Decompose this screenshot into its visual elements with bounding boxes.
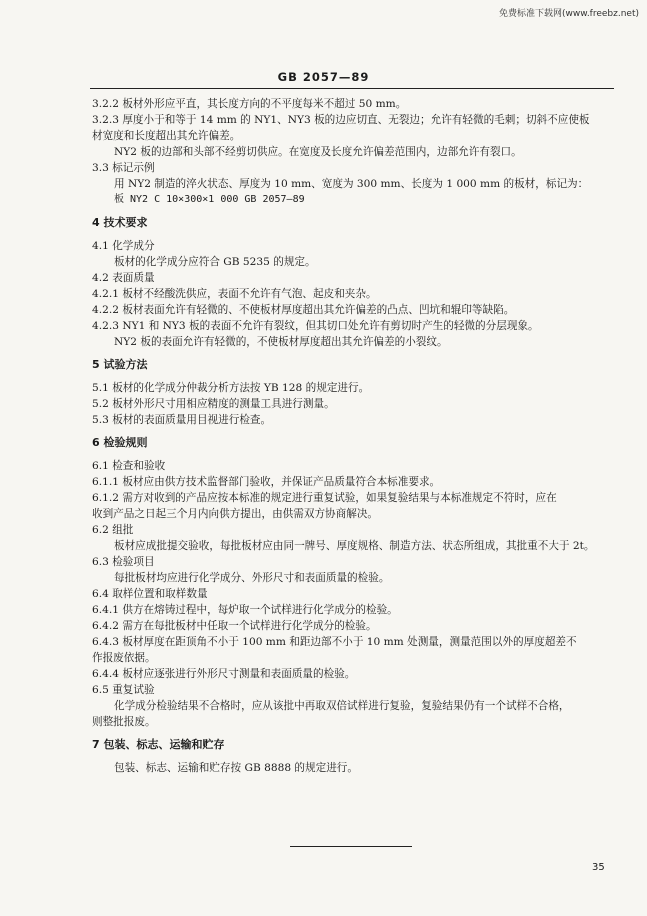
clause-4-2-2: 4.2.2 板材表面允许有轻微的、不使板材厚度超出其允许偏差的凸点、凹坑和辊印等缺陷。 — [92, 304, 515, 316]
clause-6-4: 6.4 取样位置和取样数量 — [92, 588, 208, 600]
clause-6-1-1: 6.1.1 板材应由供方技术监督部门验收，并保证产品质量符合本标准要求。 — [92, 476, 441, 488]
clause-6-4-1: 6.4.1 供方在熔铸过程中，每炉取一个试样进行化学成分的检验。 — [92, 604, 398, 616]
section-6-heading: 6 检验规则 — [92, 436, 148, 449]
clause-6-5-body: 化学成分检验结果不合格时，应从该批中再取双倍试样进行复验，复验结果仍有一个试样不合格， — [114, 700, 570, 712]
clause-3-2-3: 3.2.3 厚度小于和等于 14 mm 的 NY1、NY3 板的边应切直、无裂边；允许有轻微的毛刺；切斜不应使板 — [92, 114, 590, 126]
clause-ny2-edges: NY2 板的边部和头部不经剪切供应。在宽度及长度允许偏差范围内，边部允许有裂口。 — [114, 146, 522, 158]
document-body — [92, 96, 614, 776]
clause-6-4-4: 6.4.4 板材应逐张进行外形尺寸测量和表面质量的检验。 — [92, 668, 356, 680]
clause-5-3: 5.3 板材的表面质量用目视进行检查。 — [92, 414, 272, 426]
clause-6-1-2-cont: 收到产品之日起三个月内向供方提出，由供需双方协商解决。 — [92, 508, 379, 520]
clause-4-2: 4.2 表面质量 — [92, 272, 155, 284]
section-5-heading: 5 试验方法 — [92, 358, 148, 371]
clause-3-3: 3.3 标记示例 — [92, 162, 155, 174]
section-4-heading: 4 技术要求 — [92, 216, 148, 229]
clause-3-2-2: 3.2.2 板材外形应平直，其长度方向的不平度每米不超过 50 mm。 — [92, 98, 407, 110]
document-code-header: GB 2057—89 — [277, 70, 370, 84]
clause-4-1-body: 板材的化学成分应符合 GB 5235 的规定。 — [114, 256, 316, 268]
clause-6-1: 6.1 检查和验收 — [92, 460, 166, 472]
clause-4-2-3-cont: NY2 板的表面允许有轻微的，不使板材厚度超出其允许偏差的小裂纹。 — [114, 336, 448, 348]
clause-6-1-2: 6.1.2 需方对收到的产品应按本标准的规定进行重复试验，如果复验结果与本标准规定不符时，应在 — [92, 492, 557, 504]
clause-5-1: 5.1 板材的化学成分仲裁分析方法按 YB 128 的规定进行。 — [92, 382, 370, 394]
clause-3-2-3-cont: 材宽度和长度超出其允许偏差。 — [92, 130, 241, 142]
clause-5-2: 5.2 板材外形尺寸用相应精度的测量工具进行测量。 — [92, 398, 335, 410]
clause-4-1: 4.1 化学成分 — [92, 240, 155, 252]
clause-6-2-body: 板材应成批提交验收，每批板材应由同一牌号、厚度规格、制造方法、状态所组成，其批重不大于 2t。 — [114, 540, 595, 552]
clause-6-3-body: 每批板材均应进行化学成分、外形尺寸和表面质量的检验。 — [114, 572, 390, 584]
section-7-heading: 7 包装、标志、运输和贮存 — [92, 738, 225, 751]
marking-example-code: 板 NY2 C 10×300×1 000 GB 2057—89 — [114, 194, 305, 205]
clause-6-5-body-cont: 则整批报废。 — [92, 716, 156, 728]
page-number: 35 — [592, 862, 605, 873]
clause-6-4-3-cont: 作报废依据。 — [92, 652, 156, 664]
header-rule — [90, 88, 614, 89]
footer-rule — [290, 846, 412, 847]
marking-example-text: 用 NY2 制造的淬火状态、厚度为 10 mm、宽度为 300 mm、长度为 1 000 mm 的板材，标记为： — [114, 178, 589, 190]
clause-6-3: 6.3 检验项目 — [92, 556, 155, 568]
clause-6-4-2: 6.4.2 需方在每批板材中任取一个试样进行化学成分的检验。 — [92, 620, 377, 632]
clause-6-4-3: 6.4.3 板材厚度在距顶角不小于 100 mm 和距边部不小于 10 mm 处测量，测量范围以外的厚度超差不 — [92, 636, 577, 648]
clause-6-2: 6.2 组批 — [92, 524, 134, 536]
watermark-text: 免费标准下载网(www.freebz.net) — [499, 9, 639, 19]
clause-7-body: 包装、标志、运输和贮存按 GB 8888 的规定进行。 — [114, 762, 358, 774]
clause-4-2-1: 4.2.1 板材不经酸洗供应，表面不允许有气泡、起皮和夹杂。 — [92, 288, 377, 300]
clause-6-5: 6.5 重复试验 — [92, 684, 155, 696]
clause-4-2-3: 4.2.3 NY1 和 NY3 板的表面不允许有裂纹，但其切口处允许有剪切时产生的轻微的分层现象。 — [92, 320, 539, 332]
